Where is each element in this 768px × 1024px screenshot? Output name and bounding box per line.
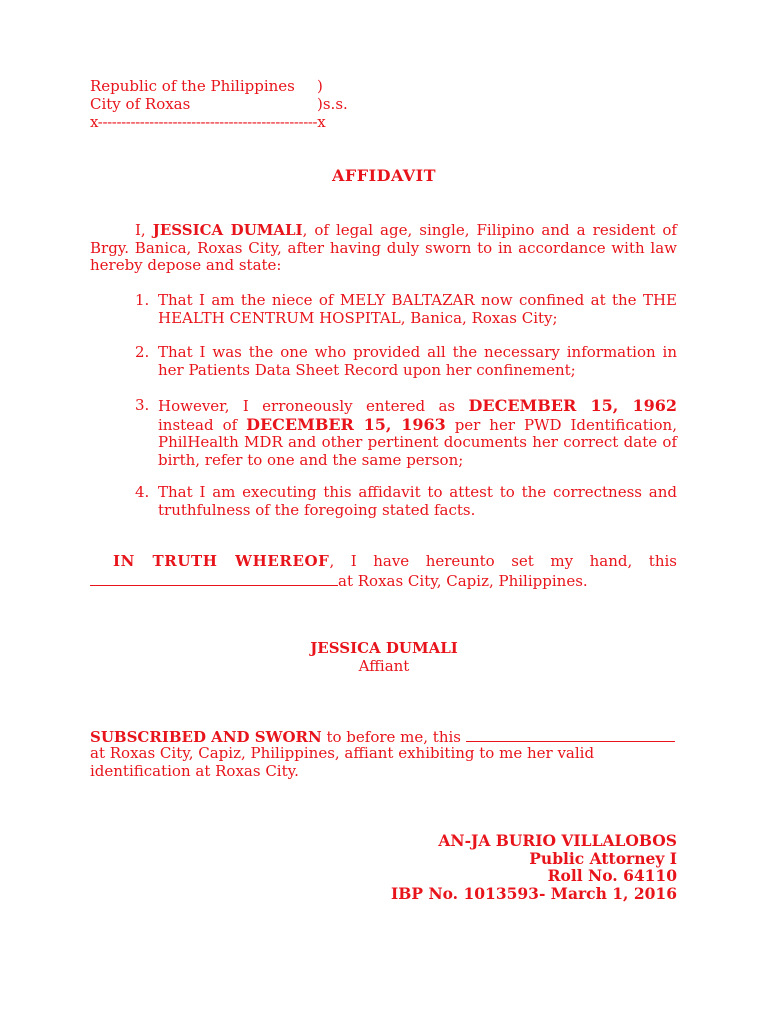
- intro-paragraph: [90, 222, 677, 275]
- notary-title: Public Attorney I: [529, 849, 677, 868]
- statement-list: [135, 344, 677, 379]
- item-text: That I am the niece of MELY BALTAZAR now confined at the THE HEALTH CENTRUM HOSPITAL, Banica, Roxas City;: [158, 291, 677, 327]
- truth-place: at Roxas City, Capiz, Philippines.: [338, 572, 588, 590]
- document-title: AFFIDAVIT: [331, 166, 437, 185]
- intro-prefix: I,: [135, 221, 153, 239]
- correct-date: DECEMBER 15, 1963: [246, 414, 446, 434]
- statement-list: [135, 397, 677, 469]
- truth-lead: IN TRUTH WHEREOF: [113, 552, 330, 570]
- affiant-name-intro: JESSICA DUMALI: [152, 221, 303, 239]
- truth-line-1: [90, 553, 677, 571]
- truth-text: , I have hereunto set my hand, this: [329, 552, 677, 570]
- caption-paren-2: )s.s.: [317, 95, 348, 113]
- caption-republic-text: Republic of the Philippines: [90, 77, 295, 95]
- jurat-lead: SUBSCRIBED AND SWORN: [90, 728, 322, 746]
- item-number: 4.: [135, 483, 150, 501]
- item-number: 3.: [135, 396, 150, 414]
- statement-item: [135, 484, 677, 519]
- notary-name: AN-JA BURIO VILLALOBOS: [438, 831, 677, 850]
- statement-item: [135, 344, 677, 379]
- item-number: 2.: [135, 343, 150, 361]
- statement-list: [135, 484, 677, 519]
- affiant-signature-name: JESSICA DUMALI: [310, 639, 458, 657]
- item-text: That I am executing this affidavit to attest to the correctness and truthfulness of the foregoing stated facts.: [158, 483, 677, 519]
- statement-item: [135, 292, 677, 327]
- erroneous-date: DECEMBER 15, 1962: [468, 396, 678, 415]
- truth-line-2: [90, 571, 588, 591]
- caption-divider: x-----------------------------------------------x: [90, 113, 326, 131]
- item-text: per her PWD Identification, PhilHealth MDR and other pertinent documents her correct date of birth, refer to one and the same person;: [158, 415, 677, 469]
- item-text: However, I erroneously entered as: [158, 397, 469, 415]
- item-text: That I was the one who provided all the necessary information in her Patients Data Sheet Record upon her confinement;: [158, 343, 677, 379]
- jurat-text: to before me, this: [321, 728, 461, 746]
- jurat-line-3: identification at Roxas City.: [90, 762, 299, 780]
- date-blank: [90, 571, 338, 586]
- jurat-line-2: at Roxas City, Capiz, Philippines, affiant exhibiting to me her valid: [90, 744, 595, 762]
- statement-list: [135, 292, 677, 327]
- jurat-date-blank: [466, 727, 675, 742]
- caption-republic: [90, 77, 323, 96]
- item-text: instead of: [158, 415, 247, 434]
- intro-text: , of legal age, single, Filipino and a resident of Brgy. Banica, Roxas City, after having duly sworn to in accordance with law hereby depose and state:: [90, 221, 677, 274]
- caption-city-text: City of Roxas: [90, 95, 191, 113]
- caption-city: [90, 95, 348, 114]
- caption-paren-1: ): [317, 77, 323, 95]
- item-number: 1.: [135, 291, 150, 309]
- affiant-role: Affiant: [358, 657, 410, 675]
- notary-ibp-number: IBP No. 1013593- March 1, 2016: [391, 884, 677, 903]
- statement-item: [135, 397, 677, 469]
- notary-roll-number: Roll No. 64110: [547, 866, 677, 885]
